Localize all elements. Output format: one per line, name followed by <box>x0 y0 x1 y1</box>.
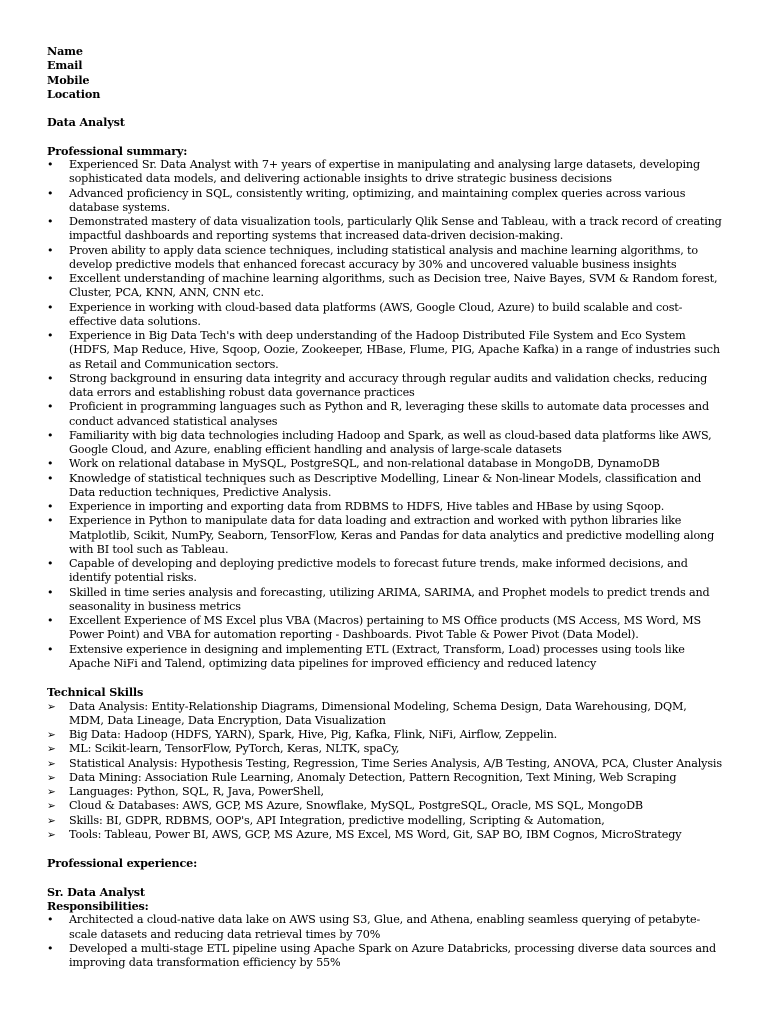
skill-item: ➢ Tools: Tableau, Power BI, AWS, GCP, MS Azure, MS Excel, MS Word, Git, SAP BO, IBM Cognos, MicroStrategy <box>47 828 723 842</box>
skills-heading: Technical Skills <box>47 685 144 700</box>
summary-bullet-item: • Experience in Big Data Tech's with deep understanding of the Hadoop Distributed File System and Eco System (HDFS, Map Reduce, Hive, Sqoop, Oozie, Zookeeper, HBase, Flume, PIG, Apache Kafka) in a range of industries such as Retail and Communication sectors. <box>47 329 723 372</box>
spacer <box>47 130 723 144</box>
summary-bullet-item: • Demonstrated mastery of data visualization tools, particularly Qlik Sense and Tableau, with a track record of creating impactful dashboards and reporting systems that increased data-driven decision-making. <box>47 215 723 244</box>
skill-item: ➢ Data Mining: Association Rule Learning, Anomaly Detection, Pattern Recognition, Text Mining, Web Scraping <box>47 771 723 785</box>
summary-heading: Professional summary: <box>47 143 188 158</box>
summary-bullet-item: • Experience in importing and exporting data from RDBMS to HDFS, Hive tables and HBase by using Sqoop. <box>47 500 723 514</box>
summary-bullet-item: • Skilled in time series analysis and forecasting, utilizing ARIMA, SARIMA, and Prophet models to predict trends and seasonality in business metrics <box>47 586 723 615</box>
skills-list <box>47 700 723 843</box>
job-title: Data Analyst <box>47 115 125 130</box>
location-label: Location <box>47 86 101 101</box>
skill-item: ➢ Skills: BI, GDPR, RDBMS, OOP's, API Integration, predictive modelling, Scripting & Automation, <box>47 814 723 828</box>
mobile-label: Mobile <box>47 72 90 87</box>
summary-bullet-item: • Strong background in ensuring data integrity and accuracy through regular audits and validation checks, reducing data errors and establishing robust data governance practices <box>47 372 723 401</box>
summary-bullet-item: • Proven ability to apply data science techniques, including statistical analysis and machine learning algorithms, to develop predictive models that enhanced forecast accuracy by 30% and uncovered valuable business insights <box>47 244 723 273</box>
summary-bullet-item: • Extensive experience in designing and implementing ETL (Extract, Transform, Load) processes using tools like Apache NiFi and Talend, optimizing data pipelines for improved efficiency and reduced latency <box>47 643 723 672</box>
summary-bullet-item: • Capable of developing and deploying predictive models to forecast future trends, make informed decisions, and identify potential risks. <box>47 557 723 586</box>
skill-item: ➢ ML: Scikit-learn, TensorFlow, PyTorch, Keras, NLTK, spaCy, <box>47 742 723 756</box>
summary-bullet-item: • Experienced Sr. Data Analyst with 7+ years of expertise in manipulating and analysing large datasets, developing sophisticated data models, and delivering actionable insights to drive strategic business decisions <box>47 158 723 187</box>
summary-bullet-item: • Work on relational database in MySQL, PostgreSQL, and non-relational database in MongoDB, DynamoDB <box>47 457 723 471</box>
summary-bullet-item: • Familiarity with big data technologies including Hadoop and Spark, as well as cloud-based data platforms like AWS, Google Cloud, and Azure, enabling efficient handling and analysis of large-scale datasets <box>47 429 723 458</box>
summary-bullet-item: • Excellent understanding of machine learning algorithms, such as Decision tree, Naive Bayes, SVM & Random forest, Cluster, PCA, KNN, ANN, CNN etc. <box>47 272 723 301</box>
spacer <box>47 842 723 856</box>
email-label: Email <box>47 58 83 73</box>
spacer <box>47 101 723 115</box>
summary-bullet-item: • Advanced proficiency in SQL, consistently writing, optimizing, and maintaining complex queries across various database systems. <box>47 187 723 216</box>
spacer <box>47 671 723 685</box>
summary-bullet-item: • Knowledge of statistical techniques such as Descriptive Modelling, Linear & Non-linear Models, classification and Data reduction techniques, Predictive Analysis. <box>47 472 723 501</box>
summary-bullet-item: • Experience in Python to manipulate data for data loading and extraction and worked with python libraries like Matplotlib, Scikit, NumPy, Seaborn, TensorFlow, Keras and Pandas for data analytics and predictive modelling along with BI tool such as Tableau. <box>47 514 723 557</box>
skill-item: ➢ Statistical Analysis: Hypothesis Testing, Regression, Time Series Analysis, A/B Testing, ANOVA, PCA, Cluster Analysis <box>47 757 723 771</box>
experience-heading: Professional experience: <box>47 856 198 871</box>
skill-item: ➢ Data Analysis: Entity-Relationship Diagrams, Dimensional Modeling, Schema Design, Data Warehousing, DQM, MDM, Data Lineage, Data Encryption, Data Visualization <box>47 700 723 729</box>
responsibility-item: • Architected a cloud-native data lake on AWS using S3, Glue, and Athena, enabling seamless querying of petabyte-scale datasets and reducing data retrieval times by 70% <box>47 913 723 942</box>
responsibilities-list <box>47 913 723 970</box>
skill-item: ➢ Cloud & Databases: AWS, GCP, MS Azure, Snowflake, MySQL, PostgreSQL, Oracle, MS SQL, MongoDB <box>47 799 723 813</box>
skill-item: ➢ Big Data: Hadoop (HDFS, YARN), Spark, Hive, Pig, Kafka, Flink, NiFi, Airflow, Zeppelin. <box>47 728 723 742</box>
summary-bullet-item: • Experience in working with cloud-based data platforms (AWS, Google Cloud, Azure) to build scalable and cost-effective data solutions. <box>47 301 723 330</box>
summary-list <box>47 158 723 671</box>
responsibility-item: • Developed a multi-stage ETL pipeline using Apache Spark on Azure Databricks, processing diverse data sources and improving data transformation efficiency by 55% <box>47 942 723 971</box>
responsibilities-heading: Responsibilities: <box>47 899 149 913</box>
name-label: Name <box>47 44 83 58</box>
role-title: Sr. Data Analyst <box>47 884 145 899</box>
resume-content <box>47 44 723 970</box>
spacer <box>47 871 723 885</box>
summary-bullet-item: • Proficient in programming languages such as Python and R, leveraging these skills to automate data processes and conduct advanced statistical analyses <box>47 400 723 429</box>
skill-item: ➢ Languages: Python, SQL, R, Java, PowerShell, <box>47 785 723 799</box>
summary-bullet-item: • Excellent Experience of MS Excel plus VBA (Macros) pertaining to MS Office products (MS Access, MS Word, MS Power Point) and VBA for automation reporting - Dashboards. Pivot Table & Power Pivot (Data Model). <box>47 614 723 643</box>
